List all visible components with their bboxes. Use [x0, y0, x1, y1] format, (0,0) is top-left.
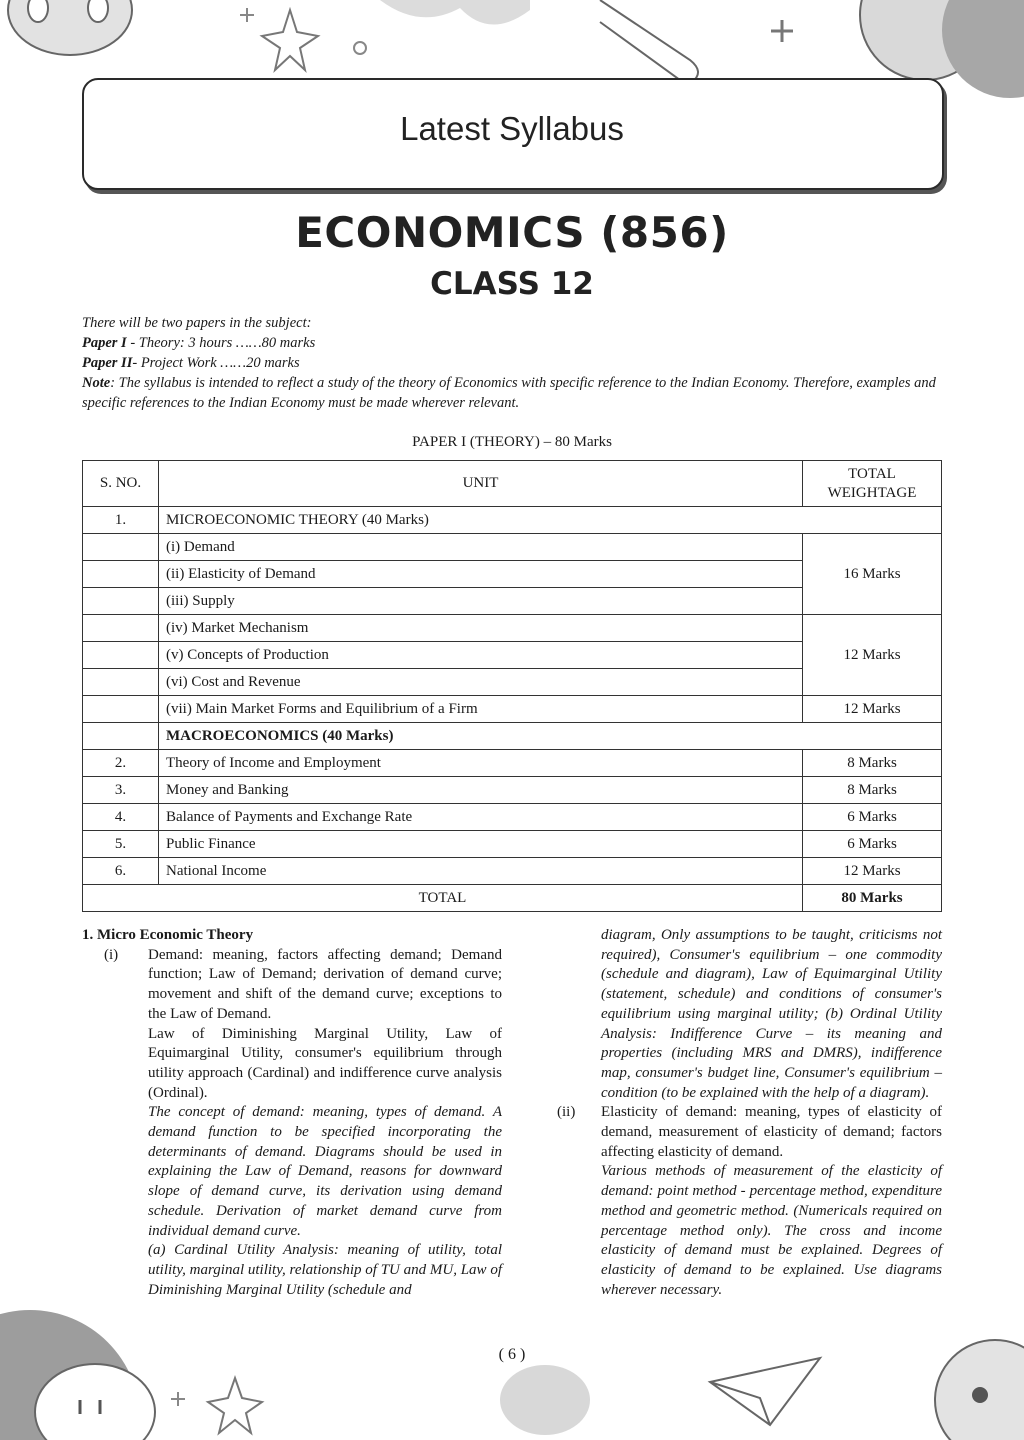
item-paragraph: Law of Diminishing Marginal Utility, Law of Equimarginal Utility, consumer's equilibrium through utility approach (Cardinal) and indifference curve analysis (Ordinal).: [148, 1025, 502, 1101]
macro-title: MACROECONOMICS (40 Marks): [159, 723, 942, 750]
unit-cell: (iii) Supply: [159, 588, 803, 615]
item-note: The concept of demand: meaning, types of demand. A demand function to be specified incorporating the determinants of demand. Diagrams should be used in explaining the Law of Demand, reasons for downward slope of demand curve, its derivation using demand schedule. Derivation of market demand curve from individual demand curve.: [148, 1104, 502, 1239]
unit-cell: (iv) Market Mechanism: [159, 615, 803, 642]
subject-title: ECONOMICS (856): [295, 208, 729, 257]
unit-cell: (ii) Elasticity of Demand: [159, 561, 803, 588]
doodle-plus-top: [771, 20, 793, 42]
item-number: (i): [104, 946, 119, 963]
right-column: [535, 926, 942, 1300]
doodle-cloud-top: [380, 0, 530, 25]
sno-cell: 6.: [83, 858, 159, 885]
sno-cell: 5.: [83, 831, 159, 858]
left-column: [82, 926, 502, 1300]
intro-paper2: [82, 353, 940, 373]
section-title: 1. Micro Economic Theory: [82, 927, 254, 943]
page-number: ( 6 ): [498, 1346, 526, 1363]
marks-cell: 8 Marks: [803, 777, 942, 804]
item-paragraph: Demand: meaning, factors affecting demand; Demand function; Law of Demand; derivation of demand curve; movement and shift of the demand curve; exceptions to the Law of Demand.: [148, 946, 502, 1022]
table-row: [83, 615, 942, 642]
header-weightage-line1: TOTAL: [848, 465, 896, 482]
doodle-blob-bottom-left: [0, 1310, 155, 1440]
doodle-robot-top-left: [8, 0, 132, 55]
list-item-continued: [535, 926, 942, 1103]
unit-cell: Public Finance: [159, 831, 803, 858]
micro-title: MICROECONOMIC THEORY (40 Marks): [159, 507, 942, 534]
marks-cell: 12 Marks: [803, 615, 942, 696]
header-unit: UNIT: [159, 461, 803, 507]
table-row: [83, 831, 942, 858]
unit-cell: Money and Banking: [159, 777, 803, 804]
paper-heading: PAPER I (THEORY) – 80 Marks: [412, 434, 612, 450]
doodle-sparkle-bottom: [171, 1392, 185, 1406]
table-row: [83, 534, 942, 561]
sno-cell: 3.: [83, 777, 159, 804]
doodle-paperplane-bottom: [710, 1358, 820, 1425]
doodle-sparkle-top: [240, 8, 254, 22]
banner-title: Latest Syllabus: [400, 110, 624, 147]
total-label: TOTAL: [83, 885, 803, 912]
item-note: Various methods of measurement of the elasticity of demand: point method - percentage method, expenditure method and geometric method. (Numericals required on percentage method only). The cross and income elasticity of demand must be explained. Degrees of elasticity of demand to be explained. Use diagrams wherever necessary.: [601, 1163, 942, 1298]
marks-cell: 6 Marks: [803, 831, 942, 858]
table-total-row: [83, 885, 942, 912]
table-row: [83, 723, 942, 750]
table-row: [83, 804, 942, 831]
marks-cell: 16 Marks: [803, 534, 942, 615]
unit-cell: National Income: [159, 858, 803, 885]
doodle-star-top: [262, 10, 318, 70]
item-note: (a) Cardinal Utility Analysis: meaning of utility, total utility, marginal utility, relationship of TU and MU, Law of Diminishing Marginal Utility (schedule and: [148, 1242, 502, 1298]
intro-note: [82, 373, 940, 413]
marks-cell: 12 Marks: [803, 858, 942, 885]
paper1-text: - Theory: 3 hours ……80 marks: [126, 335, 316, 351]
item-number: (ii): [557, 1104, 576, 1121]
unit-cell: (vi) Cost and Revenue: [159, 669, 803, 696]
paper2-text: - Project Work ……20 marks: [132, 355, 300, 371]
doodle-dot-top: [354, 42, 366, 54]
table-row: [83, 858, 942, 885]
table-header-row: [83, 461, 942, 507]
marks-cell: 8 Marks: [803, 750, 942, 777]
doodle-star-bottom: [208, 1378, 262, 1433]
item-paragraph: Elasticity of demand: meaning, types of elasticity of demand, measurement of elasticity of demand; factors affecting elasticity of demand.: [601, 1104, 942, 1160]
item-note: diagram, Only assumptions to be taught, criticisms not required), Consumer's equilibrium – one commodity (schedule and diagram), Law of Equimarginal Utility (statement, schedule) and conditions of consumer's equilibrium using marginal utility; (b) Ordinal Utility Analysis: Indifference Curve – its meaning and properties (including MRS and DMRS), indifference map, consumer's budget line, Consumer's equilibrium – condition (to be explained with the help of a diagram).: [601, 927, 942, 1101]
header-weightage-line2: WEIGHTAGE: [827, 484, 917, 501]
unit-cell: (i) Demand: [159, 534, 803, 561]
paper1-label: Paper I: [82, 335, 127, 351]
table-row: [83, 696, 942, 723]
sno-cell: 4.: [83, 804, 159, 831]
micro-sno: 1.: [83, 507, 159, 534]
table-row: [83, 750, 942, 777]
header-weightage: [803, 461, 942, 507]
doodle-blob-bottom-center: [500, 1365, 590, 1435]
marks-cell: 12 Marks: [803, 696, 942, 723]
paper2-label: Paper II: [82, 355, 133, 371]
table-row: [83, 507, 942, 534]
intro-text: [82, 313, 940, 413]
note-text: : The syllabus is intended to reflect a study of the theory of Economics with specific reference to the Indian Economy. Therefore, examples and specific references to the Indian Economy must be made wherever relevant.: [82, 375, 936, 411]
unit-cell: Theory of Income and Employment: [159, 750, 803, 777]
syllabus-table: [82, 460, 942, 912]
sno-cell: 2.: [83, 750, 159, 777]
note-label: Note: [82, 375, 111, 391]
class-title: CLASS 12: [430, 266, 594, 302]
total-marks: 80 Marks: [803, 885, 942, 912]
table-row: [83, 777, 942, 804]
marks-cell: 6 Marks: [803, 804, 942, 831]
list-item: [82, 946, 502, 1301]
header-sno: S. NO.: [83, 461, 159, 507]
intro-line-papers: There will be two papers in the subject:: [82, 315, 312, 331]
unit-cell: (v) Concepts of Production: [159, 642, 803, 669]
list-item: [535, 1103, 942, 1300]
intro-paper1: [82, 333, 940, 353]
unit-cell: (vii) Main Market Forms and Equilibrium of a Firm: [159, 696, 803, 723]
unit-cell: Balance of Payments and Exchange Rate: [159, 804, 803, 831]
doodle-paperclip-top: [600, 0, 698, 82]
